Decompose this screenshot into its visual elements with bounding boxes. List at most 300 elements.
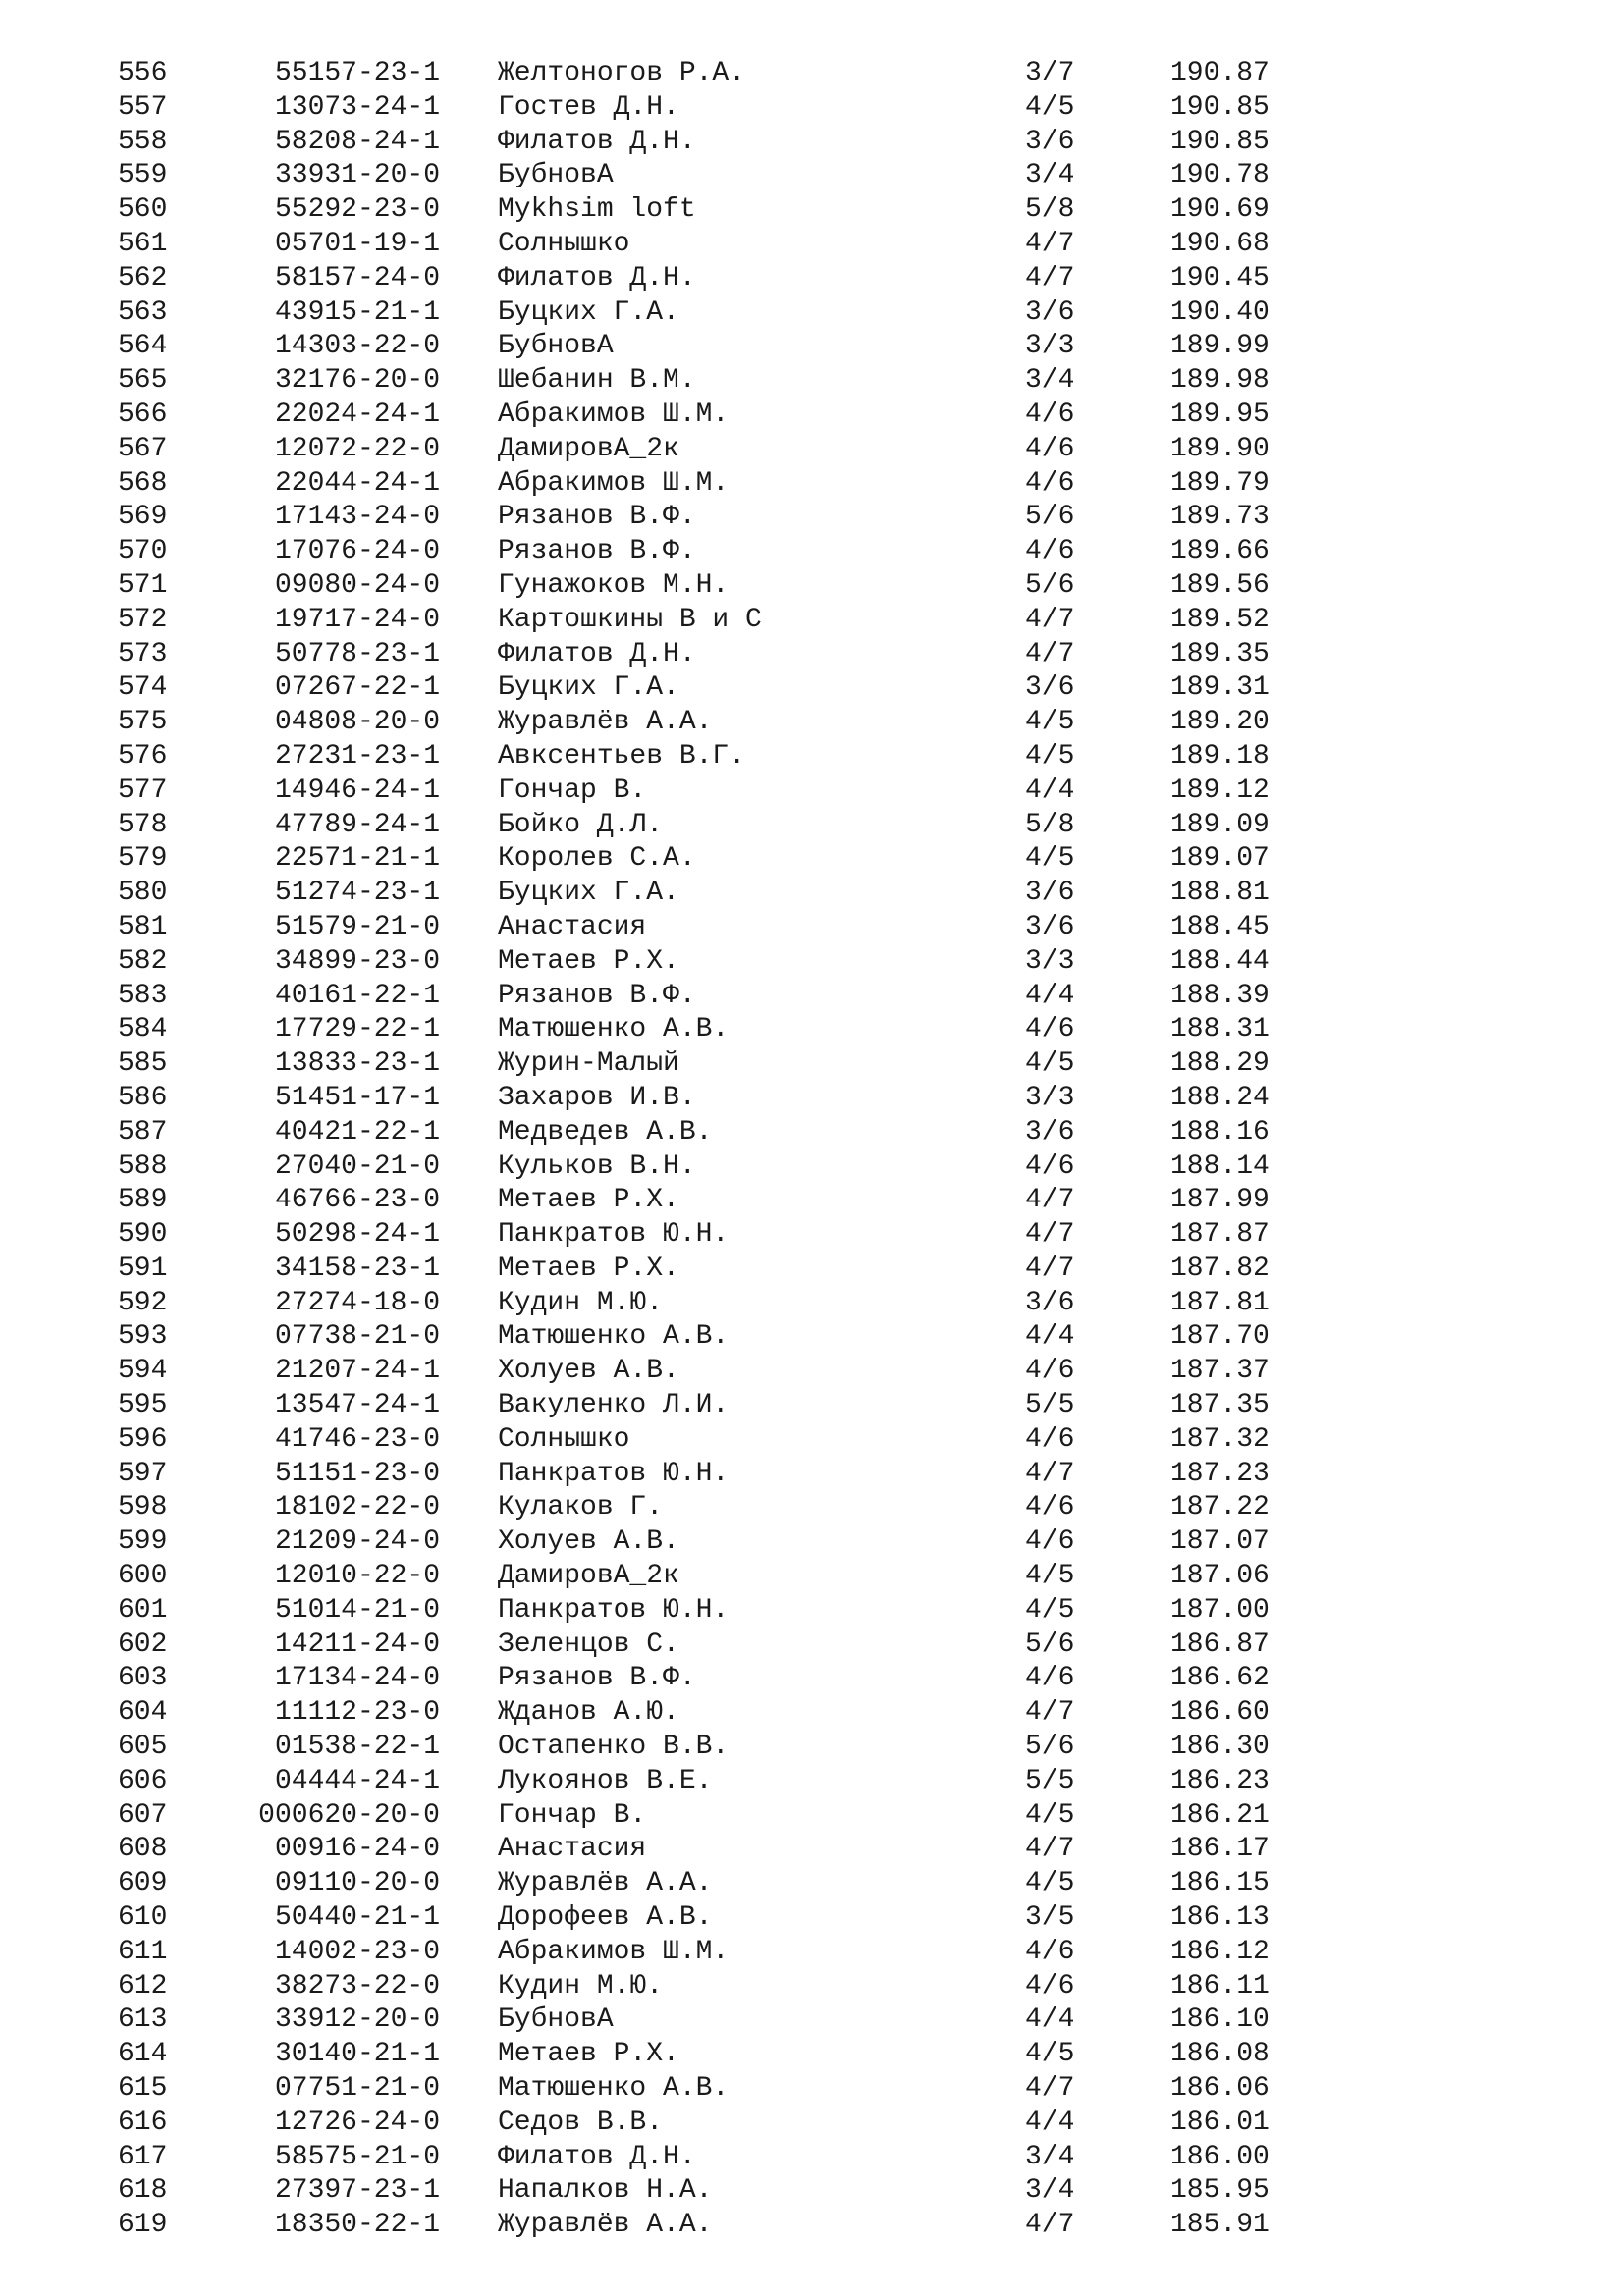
- row-ratio: 4/7: [1025, 262, 1075, 294]
- row-name: Журавлёв А.А.: [498, 707, 713, 738]
- row-score: 189.90: [1170, 433, 1270, 464]
- table-row: [0, 1799, 1624, 1834]
- row-name: Метаев Р.Х.: [498, 2039, 679, 2070]
- row-id: 14303-22-0: [274, 331, 440, 362]
- row-id: 14946-24-1: [274, 774, 440, 806]
- row-score: 190.40: [1170, 296, 1270, 328]
- results-table: [0, 57, 1624, 2243]
- row-score: 187.07: [1170, 1526, 1270, 1558]
- row-score: 189.95: [1170, 399, 1270, 430]
- row-number: 603: [118, 1663, 168, 1694]
- row-name: Седов В.В.: [498, 2107, 664, 2138]
- row-id: 51014-21-0: [274, 1594, 440, 1626]
- row-score: 186.10: [1170, 2004, 1270, 2036]
- row-ratio: 3/6: [1025, 126, 1075, 157]
- row-id: 51151-23-0: [274, 1458, 440, 1489]
- row-number: 599: [118, 1526, 168, 1558]
- row-number: 568: [118, 467, 168, 499]
- row-score: 186.06: [1170, 2073, 1270, 2105]
- row-name: Матюшенко А.В.: [498, 1014, 730, 1045]
- row-id: 04808-20-0: [274, 707, 440, 738]
- row-score: 186.11: [1170, 1970, 1270, 2002]
- row-id: 07738-21-0: [274, 1321, 440, 1353]
- row-name: Журавлёв А.А.: [498, 2210, 713, 2241]
- row-number: 614: [118, 2039, 168, 2070]
- row-number: 585: [118, 1048, 168, 1080]
- row-number: 609: [118, 1868, 168, 1899]
- row-name: Журавлёв А.А.: [498, 1868, 713, 1899]
- row-score: 189.12: [1170, 774, 1270, 806]
- row-id: 30140-21-1: [274, 2039, 440, 2070]
- row-id: 04444-24-1: [274, 1765, 440, 1796]
- row-id: 51451-17-1: [274, 1082, 440, 1113]
- row-ratio: 4/6: [1025, 1663, 1075, 1694]
- table-row: [0, 1389, 1624, 1423]
- row-ratio: 4/7: [1025, 2073, 1075, 2105]
- row-id: 55157-23-1: [274, 58, 440, 88]
- row-id: 38273-22-0: [274, 1970, 440, 2002]
- row-ratio: 3/6: [1025, 296, 1075, 328]
- row-score: 188.31: [1170, 1014, 1270, 1045]
- row-name: Гончар В.: [498, 774, 647, 806]
- row-ratio: 4/6: [1025, 467, 1075, 499]
- row-name: Матюшенко А.В.: [498, 1321, 730, 1353]
- row-score: 187.35: [1170, 1390, 1270, 1421]
- row-name: Холуев А.В.: [498, 1526, 679, 1558]
- row-ratio: 3/7: [1025, 58, 1075, 88]
- row-id: 50298-24-1: [274, 1219, 440, 1251]
- row-id: 34158-23-1: [274, 1253, 440, 1284]
- row-id: 22571-21-1: [274, 843, 440, 875]
- row-number: 617: [118, 2141, 168, 2172]
- row-name: Рязанов В.Ф.: [498, 536, 696, 567]
- row-score: 190.87: [1170, 58, 1270, 88]
- row-number: 571: [118, 569, 168, 601]
- row-name: Буцких Г.А.: [498, 878, 679, 909]
- row-number: 615: [118, 2073, 168, 2105]
- row-name: Королев С.А.: [498, 843, 696, 875]
- row-score: 186.13: [1170, 1902, 1270, 1934]
- row-id: 50778-23-1: [274, 638, 440, 669]
- table-row: [0, 604, 1624, 638]
- table-row: [0, 193, 1624, 228]
- row-score: 185.95: [1170, 2175, 1270, 2207]
- row-number: 556: [118, 58, 168, 88]
- row-name: Захаров И.В.: [498, 1082, 696, 1113]
- row-score: 187.00: [1170, 1594, 1270, 1626]
- row-ratio: 3/6: [1025, 911, 1075, 942]
- row-id: 27274-18-0: [274, 1287, 440, 1318]
- row-id: 33912-20-0: [274, 2004, 440, 2036]
- table-row: [0, 399, 1624, 433]
- row-score: 187.99: [1170, 1185, 1270, 1216]
- row-ratio: 4/7: [1025, 1834, 1075, 1865]
- row-name: Кульков В.Н.: [498, 1150, 696, 1182]
- row-score: 187.82: [1170, 1253, 1270, 1284]
- row-number: 558: [118, 126, 168, 157]
- table-row: [0, 842, 1624, 877]
- row-id: 27397-23-1: [274, 2175, 440, 2207]
- row-id: 12072-22-0: [274, 433, 440, 464]
- row-id: 12726-24-0: [274, 2107, 440, 2138]
- row-ratio: 4/6: [1025, 433, 1075, 464]
- row-id: 22024-24-1: [274, 399, 440, 430]
- row-score: 186.60: [1170, 1697, 1270, 1729]
- row-score: 188.45: [1170, 911, 1270, 942]
- row-id: 55292-23-0: [274, 194, 440, 226]
- row-ratio: 3/4: [1025, 2141, 1075, 2172]
- row-score: 190.68: [1170, 228, 1270, 259]
- table-row: [0, 1218, 1624, 1253]
- row-score: 186.08: [1170, 2039, 1270, 2070]
- row-ratio: 4/6: [1025, 536, 1075, 567]
- row-ratio: 4/4: [1025, 980, 1075, 1011]
- row-ratio: 3/5: [1025, 1902, 1075, 1934]
- table-row: [0, 1458, 1624, 1492]
- row-ratio: 5/5: [1025, 1390, 1075, 1421]
- row-score: 187.06: [1170, 1561, 1270, 1592]
- row-name: Абракимов Ш.М.: [498, 467, 730, 499]
- row-number: 606: [118, 1765, 168, 1796]
- row-name: Метаев Р.Х.: [498, 1253, 679, 1284]
- row-number: 592: [118, 1287, 168, 1318]
- row-score: 189.52: [1170, 604, 1270, 635]
- table-row: [0, 1047, 1624, 1082]
- row-name: Журин-Малый: [498, 1048, 679, 1080]
- table-row: [0, 638, 1624, 672]
- table-row: [0, 911, 1624, 945]
- row-id: 11112-23-0: [274, 1697, 440, 1729]
- table-row: [0, 330, 1624, 364]
- table-row: [0, 1253, 1624, 1287]
- row-number: 561: [118, 228, 168, 259]
- row-id: 17143-24-0: [274, 502, 440, 533]
- row-score: 189.35: [1170, 638, 1270, 669]
- row-ratio: 4/7: [1025, 2210, 1075, 2241]
- table-row: [0, 91, 1624, 126]
- row-name: Анастасия: [498, 911, 647, 942]
- row-name: Гунажоков М.Н.: [498, 569, 730, 601]
- row-name: Лукоянов В.Е.: [498, 1765, 713, 1796]
- row-score: 188.29: [1170, 1048, 1270, 1080]
- row-ratio: 3/4: [1025, 160, 1075, 191]
- row-name: Панкратов Ю.Н.: [498, 1458, 730, 1489]
- row-name: Буцких Г.А.: [498, 296, 679, 328]
- row-ratio: 4/6: [1025, 1356, 1075, 1387]
- row-ratio: 4/6: [1025, 1014, 1075, 1045]
- table-row: [0, 1731, 1624, 1765]
- row-ratio: 3/3: [1025, 1082, 1075, 1113]
- row-ratio: 4/6: [1025, 1526, 1075, 1558]
- row-name: Гостев Д.Н.: [498, 91, 679, 123]
- row-id: 46766-23-0: [274, 1185, 440, 1216]
- row-id: 00916-24-0: [274, 1834, 440, 1865]
- row-name: Солнышко: [498, 1423, 630, 1455]
- row-score: 189.79: [1170, 467, 1270, 499]
- row-ratio: 4/7: [1025, 228, 1075, 259]
- row-number: 608: [118, 1834, 168, 1865]
- table-row: [0, 1355, 1624, 1389]
- row-score: 185.91: [1170, 2210, 1270, 2241]
- row-number: 576: [118, 740, 168, 772]
- row-number: 559: [118, 160, 168, 191]
- table-row: [0, 1184, 1624, 1218]
- row-number: 610: [118, 1902, 168, 1934]
- row-ratio: 4/7: [1025, 638, 1075, 669]
- row-score: 190.45: [1170, 262, 1270, 294]
- row-id: 17729-22-1: [274, 1014, 440, 1045]
- row-name: Рязанов В.Ф.: [498, 502, 696, 533]
- row-ratio: 4/5: [1025, 1561, 1075, 1592]
- row-ratio: 4/5: [1025, 1048, 1075, 1080]
- row-number: 583: [118, 980, 168, 1011]
- row-number: 562: [118, 262, 168, 294]
- row-name: Филатов Д.Н.: [498, 126, 696, 157]
- row-id: 40421-22-1: [274, 1116, 440, 1148]
- row-score: 189.98: [1170, 365, 1270, 397]
- row-id: 58157-24-0: [274, 262, 440, 294]
- row-score: 187.23: [1170, 1458, 1270, 1489]
- row-name: Кудин М.Ю.: [498, 1970, 664, 2002]
- row-number: 584: [118, 1014, 168, 1045]
- row-name: Рязанов В.Ф.: [498, 980, 696, 1011]
- row-id: 18102-22-0: [274, 1492, 440, 1523]
- row-ratio: 4/7: [1025, 1219, 1075, 1251]
- row-id: 43915-21-1: [274, 296, 440, 328]
- row-id: 18350-22-1: [274, 2210, 440, 2241]
- row-name: Метаев Р.Х.: [498, 945, 679, 977]
- table-row: [0, 1082, 1624, 1116]
- table-row: [0, 2141, 1624, 2175]
- row-ratio: 5/6: [1025, 1629, 1075, 1660]
- row-number: 618: [118, 2175, 168, 2207]
- row-ratio: 5/6: [1025, 1732, 1075, 1763]
- row-number: 560: [118, 194, 168, 226]
- row-number: 590: [118, 1219, 168, 1251]
- table-row: [0, 1629, 1624, 1663]
- row-ratio: 3/6: [1025, 878, 1075, 909]
- table-row: [0, 1765, 1624, 1799]
- row-ratio: 4/6: [1025, 1423, 1075, 1455]
- table-row: [0, 1423, 1624, 1458]
- row-number: 582: [118, 945, 168, 977]
- row-score: 190.85: [1170, 91, 1270, 123]
- row-ratio: 4/5: [1025, 843, 1075, 875]
- row-ratio: 4/7: [1025, 604, 1075, 635]
- table-row: [0, 467, 1624, 502]
- row-score: 188.14: [1170, 1150, 1270, 1182]
- row-score: 189.09: [1170, 809, 1270, 840]
- row-number: 577: [118, 774, 168, 806]
- table-row: [0, 2038, 1624, 2072]
- table-row: [0, 262, 1624, 296]
- row-number: 587: [118, 1116, 168, 1148]
- row-name: БубновА: [498, 331, 614, 362]
- row-ratio: 4/5: [1025, 1799, 1075, 1831]
- row-score: 189.56: [1170, 569, 1270, 601]
- table-row: [0, 1287, 1624, 1321]
- row-ratio: 4/6: [1025, 399, 1075, 430]
- row-ratio: 4/4: [1025, 774, 1075, 806]
- row-number: 613: [118, 2004, 168, 2036]
- row-number: 601: [118, 1594, 168, 1626]
- row-id: 09110-20-0: [274, 1868, 440, 1899]
- row-score: 189.66: [1170, 536, 1270, 567]
- table-row: [0, 57, 1624, 91]
- row-id: 13547-24-1: [274, 1390, 440, 1421]
- row-ratio: 4/4: [1025, 1321, 1075, 1353]
- row-ratio: 4/6: [1025, 1492, 1075, 1523]
- table-row: [0, 809, 1624, 843]
- row-ratio: 5/6: [1025, 502, 1075, 533]
- row-number: 619: [118, 2210, 168, 2241]
- row-number: 569: [118, 502, 168, 533]
- row-ratio: 3/4: [1025, 2175, 1075, 2207]
- row-id: 21207-24-1: [274, 1356, 440, 1387]
- row-name: Жданов А.Ю.: [498, 1697, 679, 1729]
- row-score: 187.70: [1170, 1321, 1270, 1353]
- row-number: 566: [118, 399, 168, 430]
- table-row: [0, 433, 1624, 467]
- row-score: 189.73: [1170, 502, 1270, 533]
- row-number: 607: [118, 1799, 168, 1831]
- table-row: [0, 706, 1624, 740]
- row-id: 27231-23-1: [274, 740, 440, 772]
- row-id: 27040-21-0: [274, 1150, 440, 1182]
- table-row: [0, 126, 1624, 160]
- row-number: 572: [118, 604, 168, 635]
- row-ratio: 4/6: [1025, 1150, 1075, 1182]
- table-row: [0, 1320, 1624, 1355]
- row-name: БубновА: [498, 160, 614, 191]
- row-ratio: 3/4: [1025, 365, 1075, 397]
- row-id: 000620-20-0: [258, 1799, 440, 1831]
- row-name: Солнышко: [498, 228, 630, 259]
- row-number: 597: [118, 1458, 168, 1489]
- row-id: 58208-24-1: [274, 126, 440, 157]
- table-row: [0, 1491, 1624, 1525]
- table-row: [0, 671, 1624, 706]
- row-number: 589: [118, 1185, 168, 1216]
- row-ratio: 4/4: [1025, 2004, 1075, 2036]
- row-id: 41746-23-0: [274, 1423, 440, 1455]
- table-row: [0, 1662, 1624, 1696]
- row-number: 564: [118, 331, 168, 362]
- row-ratio: 4/6: [1025, 1936, 1075, 1967]
- table-row: [0, 1013, 1624, 1047]
- table-row: [0, 569, 1624, 604]
- row-ratio: 4/6: [1025, 1970, 1075, 2002]
- row-name: ДамировА_2к: [498, 1561, 679, 1592]
- row-ratio: 5/5: [1025, 1765, 1075, 1796]
- table-row: [0, 1560, 1624, 1594]
- row-id: 21209-24-0: [274, 1526, 440, 1558]
- table-row: [0, 945, 1624, 980]
- table-row: [0, 2003, 1624, 2038]
- row-score: 186.17: [1170, 1834, 1270, 1865]
- table-row: [0, 1867, 1624, 1901]
- row-number: 593: [118, 1321, 168, 1353]
- row-number: 611: [118, 1936, 168, 1967]
- row-number: 612: [118, 1970, 168, 2002]
- row-score: 186.01: [1170, 2107, 1270, 2138]
- row-score: 189.99: [1170, 331, 1270, 362]
- table-row: [0, 2072, 1624, 2107]
- row-name: Кудин М.Ю.: [498, 1287, 664, 1318]
- row-score: 188.16: [1170, 1116, 1270, 1148]
- row-id: 34899-23-0: [274, 945, 440, 977]
- row-score: 190.85: [1170, 126, 1270, 157]
- row-name: Картошкины В и С: [498, 604, 762, 635]
- row-name: Зеленцов С.: [498, 1629, 679, 1660]
- row-id: 01538-22-1: [274, 1732, 440, 1763]
- row-number: 605: [118, 1732, 168, 1763]
- table-row: [0, 296, 1624, 331]
- row-number: 579: [118, 843, 168, 875]
- row-ratio: 4/5: [1025, 707, 1075, 738]
- row-number: 591: [118, 1253, 168, 1284]
- table-row: [0, 1116, 1624, 1150]
- row-score: 188.24: [1170, 1082, 1270, 1113]
- table-row: [0, 1696, 1624, 1731]
- row-id: 17134-24-0: [274, 1663, 440, 1694]
- row-ratio: 3/3: [1025, 331, 1075, 362]
- row-id: 07751-21-0: [274, 2073, 440, 2105]
- row-id: 51274-23-1: [274, 878, 440, 909]
- row-name: Филатов Д.Н.: [498, 262, 696, 294]
- row-name: Рязанов В.Ф.: [498, 1663, 696, 1694]
- row-name: Панкратов Ю.Н.: [498, 1219, 730, 1251]
- row-number: 573: [118, 638, 168, 669]
- row-name: Анастасия: [498, 1834, 647, 1865]
- row-id: 40161-22-1: [274, 980, 440, 1011]
- row-name: БубновА: [498, 2004, 614, 2036]
- row-name: Гончар В.: [498, 1799, 647, 1831]
- row-name: Абракимов Ш.М.: [498, 399, 730, 430]
- row-name: Бойко Д.Л.: [498, 809, 664, 840]
- row-name: Напалков Н.А.: [498, 2175, 713, 2207]
- row-ratio: 4/5: [1025, 91, 1075, 123]
- row-number: 578: [118, 809, 168, 840]
- row-score: 189.31: [1170, 672, 1270, 704]
- table-row: [0, 980, 1624, 1014]
- row-name: Абракимов Ш.М.: [498, 1936, 730, 1967]
- table-row: [0, 501, 1624, 535]
- row-id: 33931-20-0: [274, 160, 440, 191]
- row-number: 580: [118, 878, 168, 909]
- row-number: 596: [118, 1423, 168, 1455]
- row-name: Филатов Д.Н.: [498, 638, 696, 669]
- row-name: Холуев А.В.: [498, 1356, 679, 1387]
- row-id: 22044-24-1: [274, 467, 440, 499]
- row-name: Авксентьев В.Г.: [498, 740, 746, 772]
- row-number: 594: [118, 1356, 168, 1387]
- row-id: 13073-24-1: [274, 91, 440, 123]
- table-row: [0, 740, 1624, 774]
- row-ratio: 4/7: [1025, 1458, 1075, 1489]
- row-ratio: 4/7: [1025, 1253, 1075, 1284]
- row-score: 187.32: [1170, 1423, 1270, 1455]
- row-number: 616: [118, 2107, 168, 2138]
- table-row: [0, 535, 1624, 569]
- row-number: 595: [118, 1390, 168, 1421]
- row-number: 602: [118, 1629, 168, 1660]
- table-row: [0, 877, 1624, 911]
- row-ratio: 4/7: [1025, 1185, 1075, 1216]
- row-ratio: 3/6: [1025, 1287, 1075, 1318]
- row-name: Медведев А.В.: [498, 1116, 713, 1148]
- row-ratio: 3/6: [1025, 1116, 1075, 1148]
